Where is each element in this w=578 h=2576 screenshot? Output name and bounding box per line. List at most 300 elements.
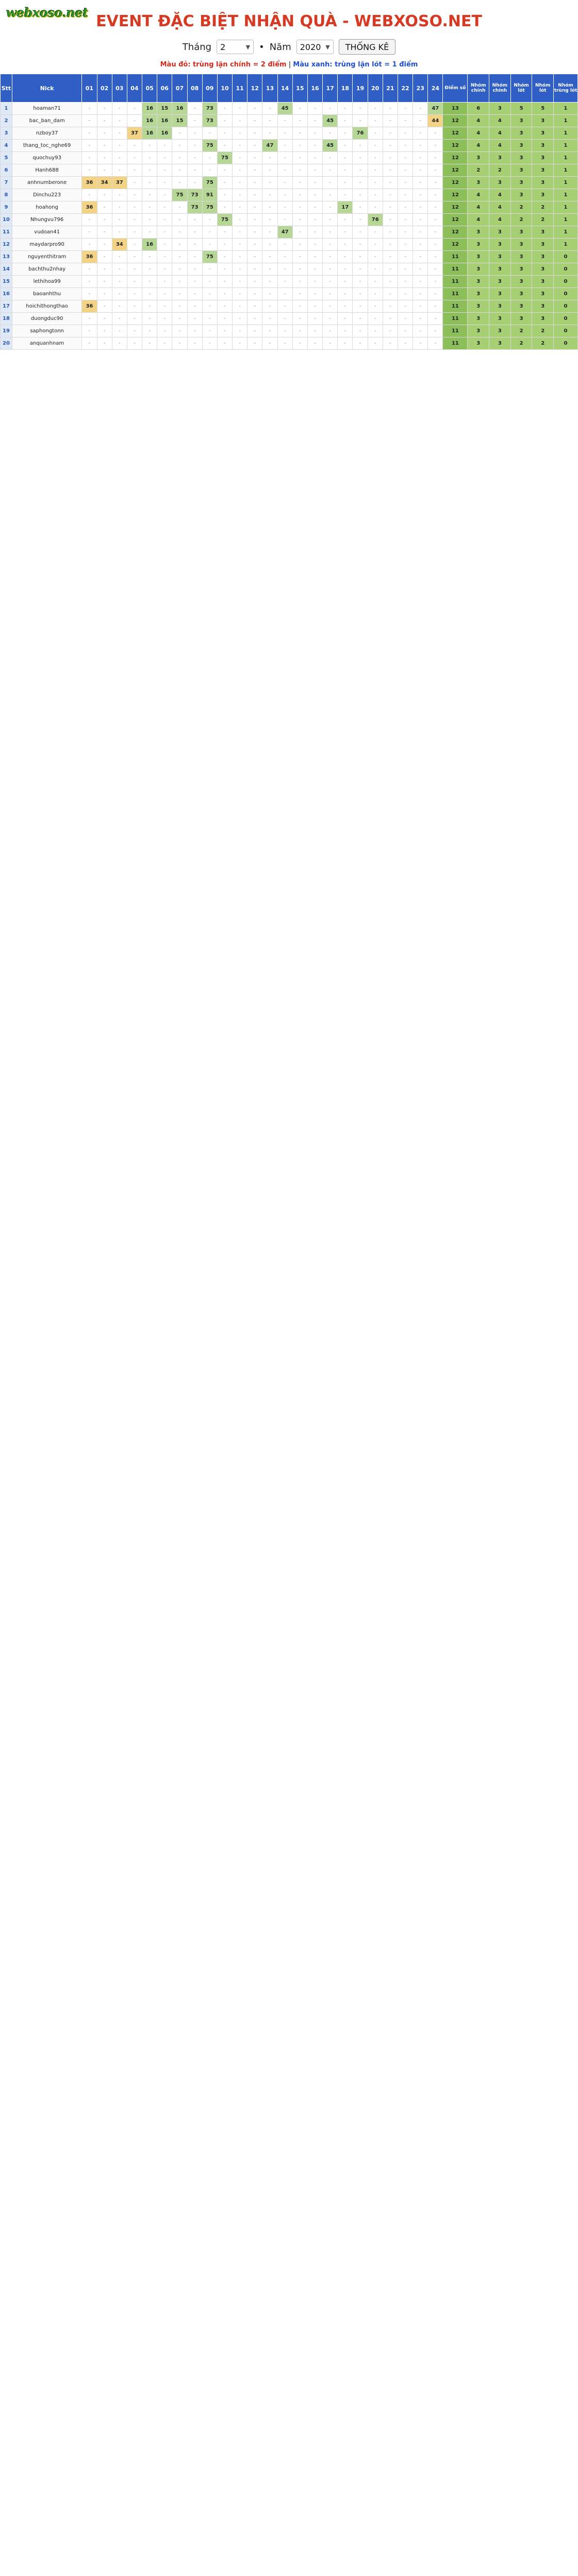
day-cell: -: [398, 300, 412, 313]
day-cell: -: [277, 115, 292, 127]
day-cell: -: [323, 288, 338, 300]
day-cell: -: [353, 214, 368, 226]
day-cell: -: [233, 164, 247, 177]
col-day-17[interactable]: 17: [323, 74, 338, 103]
day-cell: -: [97, 276, 112, 288]
legend-red: Màu đỏ: trùng lặn chính = 2 điểm: [160, 61, 287, 69]
table-row[interactable]: [1, 189, 578, 201]
day-cell: -: [413, 300, 428, 313]
day-cell: 76: [353, 127, 368, 140]
day-cell: -: [338, 300, 353, 313]
day-cell: 73: [202, 115, 217, 127]
score-cell: 11: [443, 288, 468, 300]
day-cell: -: [383, 288, 398, 300]
day-cell: -: [187, 239, 202, 251]
row-stt: 9: [1, 201, 12, 214]
table-row[interactable]: [1, 140, 578, 152]
day-cell: -: [112, 127, 127, 140]
table-row[interactable]: [1, 177, 578, 189]
row-nick[interactable]: nzboy37: [12, 127, 81, 140]
day-cell: -: [428, 300, 443, 313]
day-cell: -: [353, 313, 368, 325]
page: [0, 0, 578, 350]
table-row[interactable]: [1, 251, 578, 263]
scoring-legend: [0, 61, 578, 69]
day-cell: -: [82, 140, 97, 152]
day-cell: -: [368, 325, 383, 337]
col-day-11[interactable]: 11: [233, 74, 247, 103]
day-cell: -: [217, 288, 232, 300]
day-cell: -: [217, 226, 232, 239]
stats-table: [0, 74, 578, 350]
day-cell: -: [277, 251, 292, 263]
day-cell: -: [247, 214, 262, 226]
group-count-cell: 4: [489, 140, 511, 152]
col-day-20[interactable]: 20: [368, 74, 383, 103]
day-cell: -: [217, 300, 232, 313]
day-cell: -: [368, 127, 383, 140]
col-day-08[interactable]: 08: [187, 74, 202, 103]
day-cell: -: [338, 313, 353, 325]
row-stt: 18: [1, 313, 12, 325]
group-count-cell: 3: [489, 177, 511, 189]
day-cell: -: [292, 127, 307, 140]
day-cell: -: [97, 300, 112, 313]
day-cell: -: [82, 313, 97, 325]
day-cell: -: [307, 214, 322, 226]
score-cell: 11: [443, 276, 468, 288]
day-cell: -: [112, 325, 127, 337]
year-select[interactable]: [296, 40, 334, 54]
col-day-15[interactable]: 15: [292, 74, 307, 103]
year-value: 2020: [300, 42, 321, 52]
col-day-22[interactable]: 22: [398, 74, 412, 103]
col-day-18[interactable]: 18: [338, 74, 353, 103]
col-day-07[interactable]: 07: [172, 74, 187, 103]
day-cell: -: [428, 152, 443, 164]
day-cell: -: [112, 313, 127, 325]
day-cell: -: [247, 189, 262, 201]
table-row[interactable]: [1, 239, 578, 251]
day-cell: -: [338, 251, 353, 263]
day-cell: -: [157, 251, 172, 263]
day-cell: -: [398, 226, 412, 239]
table-row[interactable]: [1, 288, 578, 300]
group-count-cell: 3: [489, 300, 511, 313]
day-cell: -: [127, 189, 142, 201]
day-cell: -: [233, 288, 247, 300]
day-cell: -: [428, 276, 443, 288]
day-cell: -: [398, 337, 412, 350]
day-cell: -: [247, 115, 262, 127]
day-cell: -: [353, 189, 368, 201]
day-cell: -: [428, 325, 443, 337]
day-cell: -: [127, 325, 142, 337]
row-nick[interactable]: vudoan41: [12, 226, 81, 239]
day-cell: -: [233, 214, 247, 226]
day-cell: -: [157, 214, 172, 226]
header: [0, 0, 578, 33]
day-cell: -: [233, 276, 247, 288]
day-cell: -: [368, 115, 383, 127]
day-cell: -: [157, 337, 172, 350]
col-day-10[interactable]: 10: [217, 74, 232, 103]
day-cell: -: [428, 189, 443, 201]
day-cell: -: [383, 140, 398, 152]
day-cell: -: [428, 226, 443, 239]
score-cell: 11: [443, 325, 468, 337]
day-cell: -: [292, 337, 307, 350]
day-cell: -: [323, 201, 338, 214]
day-cell: -: [217, 164, 232, 177]
day-cell: -: [323, 164, 338, 177]
day-cell: -: [292, 288, 307, 300]
day-cell: -: [262, 164, 277, 177]
group-count-cell: 1: [554, 115, 578, 127]
group-count-cell: 3: [532, 152, 554, 164]
day-cell: -: [217, 251, 232, 263]
day-cell: -: [97, 239, 112, 251]
day-cell: -: [413, 115, 428, 127]
day-cell: -: [187, 164, 202, 177]
group-count-cell: 3: [489, 288, 511, 300]
row-nick[interactable]: saphongtonn: [12, 325, 81, 337]
score-cell: 11: [443, 251, 468, 263]
day-cell: 36: [82, 177, 97, 189]
day-cell: 73: [187, 201, 202, 214]
day-cell: -: [217, 189, 232, 201]
day-cell: -: [112, 214, 127, 226]
col-day-02[interactable]: 02: [97, 74, 112, 103]
day-cell: -: [142, 164, 157, 177]
group-count-cell: 4: [468, 201, 489, 214]
table-row[interactable]: [1, 164, 578, 177]
day-cell: -: [172, 325, 187, 337]
row-nick[interactable]: anquanhnam: [12, 337, 81, 350]
col-stt[interactable]: Stt: [1, 74, 12, 103]
col-summary-2[interactable]: Nhóm chính: [468, 74, 489, 103]
group-count-cell: 2: [468, 164, 489, 177]
day-cell: -: [323, 214, 338, 226]
group-count-cell: 3: [510, 189, 532, 201]
day-cell: -: [262, 214, 277, 226]
group-count-cell: 3: [510, 177, 532, 189]
col-day-23[interactable]: 23: [413, 74, 428, 103]
day-cell: 15: [157, 103, 172, 115]
day-cell: -: [112, 263, 127, 276]
day-cell: -: [247, 300, 262, 313]
day-cell: -: [292, 164, 307, 177]
group-count-cell: 3: [468, 152, 489, 164]
col-day-19[interactable]: 19: [353, 74, 368, 103]
day-cell: -: [247, 263, 262, 276]
group-count-cell: 1: [554, 152, 578, 164]
day-cell: -: [368, 263, 383, 276]
day-cell: 34: [112, 239, 127, 251]
group-count-cell: 4: [468, 140, 489, 152]
day-cell: -: [277, 313, 292, 325]
day-cell: -: [277, 276, 292, 288]
table-row[interactable]: [1, 325, 578, 337]
score-cell: 11: [443, 313, 468, 325]
day-cell: -: [383, 127, 398, 140]
day-cell: -: [398, 140, 412, 152]
group-count-cell: 3: [510, 300, 532, 313]
day-cell: -: [292, 226, 307, 239]
day-cell: -: [157, 288, 172, 300]
day-cell: -: [413, 214, 428, 226]
day-cell: -: [368, 337, 383, 350]
day-cell: -: [262, 276, 277, 288]
group-count-cell: 1: [554, 189, 578, 201]
col-day-21[interactable]: 21: [383, 74, 398, 103]
day-cell: -: [142, 214, 157, 226]
day-cell: -: [202, 300, 217, 313]
group-count-cell: 4: [468, 115, 489, 127]
group-count-cell: 2: [532, 325, 554, 337]
row-nick[interactable]: Dinchu223: [12, 189, 81, 201]
col-day-13[interactable]: 13: [262, 74, 277, 103]
day-cell: -: [383, 189, 398, 201]
table-row[interactable]: [1, 214, 578, 226]
day-cell: -: [172, 276, 187, 288]
day-cell: -: [428, 288, 443, 300]
row-nick[interactable]: baoanhthu: [12, 288, 81, 300]
day-cell: -: [97, 325, 112, 337]
day-cell: -: [233, 313, 247, 325]
table-row[interactable]: [1, 201, 578, 214]
group-count-cell: 0: [554, 288, 578, 300]
day-cell: -: [202, 313, 217, 325]
day-cell: -: [233, 177, 247, 189]
score-cell: 12: [443, 127, 468, 140]
group-count-cell: 3: [532, 127, 554, 140]
group-count-cell: 0: [554, 276, 578, 288]
row-nick[interactable]: duongduc90: [12, 313, 81, 325]
day-cell: -: [127, 239, 142, 251]
day-cell: -: [187, 300, 202, 313]
group-count-cell: 3: [489, 152, 511, 164]
day-cell: -: [307, 226, 322, 239]
day-cell: -: [262, 189, 277, 201]
day-cell: -: [307, 115, 322, 127]
day-cell: -: [413, 251, 428, 263]
day-cell: -: [338, 127, 353, 140]
day-cell: -: [157, 140, 172, 152]
col-summary-4[interactable]: Nhóm lót: [510, 74, 532, 103]
col-day-16[interactable]: 16: [307, 74, 322, 103]
day-cell: -: [277, 164, 292, 177]
day-cell: -: [82, 226, 97, 239]
month-select[interactable]: [217, 40, 254, 54]
row-nick[interactable]: hoahong: [12, 201, 81, 214]
day-cell: -: [292, 177, 307, 189]
group-count-cell: 4: [468, 127, 489, 140]
day-cell: -: [187, 115, 202, 127]
day-cell: -: [82, 103, 97, 115]
row-nick[interactable]: thang_toc_nghe69: [12, 140, 81, 152]
row-stt: 3: [1, 127, 12, 140]
row-nick[interactable]: bachthu2nhay: [12, 263, 81, 276]
day-cell: -: [82, 214, 97, 226]
day-cell: -: [202, 276, 217, 288]
col-day-01[interactable]: 01: [82, 74, 97, 103]
day-cell: 16: [142, 115, 157, 127]
score-cell: 12: [443, 214, 468, 226]
day-cell: -: [383, 325, 398, 337]
col-day-24[interactable]: 24: [428, 74, 443, 103]
day-cell: -: [112, 164, 127, 177]
col-day-06[interactable]: 06: [157, 74, 172, 103]
day-cell: -: [142, 189, 157, 201]
day-cell: -: [112, 201, 127, 214]
day-cell: -: [398, 325, 412, 337]
row-nick[interactable]: hoichithongthao: [12, 300, 81, 313]
table-row[interactable]: [1, 115, 578, 127]
day-cell: -: [142, 325, 157, 337]
col-summary-6[interactable]: Nhóm trùng lót: [554, 74, 578, 103]
row-nick[interactable]: maydarpro90: [12, 239, 81, 251]
day-cell: -: [428, 177, 443, 189]
group-count-cell: 3: [532, 300, 554, 313]
table-row[interactable]: [1, 337, 578, 350]
day-cell: -: [142, 313, 157, 325]
col-nick[interactable]: Nick: [12, 74, 81, 103]
day-cell: -: [368, 276, 383, 288]
col-day-09[interactable]: 09: [202, 74, 217, 103]
day-cell: -: [202, 263, 217, 276]
day-cell: -: [202, 239, 217, 251]
day-cell: -: [233, 152, 247, 164]
day-cell: -: [262, 152, 277, 164]
score-cell: 13: [443, 103, 468, 115]
row-nick[interactable]: hoaman71: [12, 103, 81, 115]
day-cell: -: [413, 140, 428, 152]
day-cell: -: [398, 239, 412, 251]
col-day-05[interactable]: 05: [142, 74, 157, 103]
day-cell: -: [142, 276, 157, 288]
col-day-12[interactable]: 12: [247, 74, 262, 103]
table-row[interactable]: [1, 313, 578, 325]
day-cell: -: [97, 263, 112, 276]
table-row[interactable]: [1, 226, 578, 239]
day-cell: -: [97, 251, 112, 263]
day-cell: -: [187, 263, 202, 276]
day-cell: -: [353, 177, 368, 189]
day-cell: -: [202, 337, 217, 350]
group-count-cell: 3: [510, 127, 532, 140]
col-summary-5[interactable]: Nhóm lót: [532, 74, 554, 103]
day-cell: -: [127, 164, 142, 177]
day-cell: -: [262, 263, 277, 276]
day-cell: -: [82, 189, 97, 201]
row-nick[interactable]: lethihoa99: [12, 276, 81, 288]
day-cell: -: [187, 177, 202, 189]
row-nick[interactable]: Hanh688: [12, 164, 81, 177]
day-cell: -: [323, 226, 338, 239]
day-cell: -: [323, 239, 338, 251]
row-nick[interactable]: Nhungvu796: [12, 214, 81, 226]
stat-button[interactable]: THỐNG KÊ: [339, 39, 395, 55]
day-cell: -: [82, 239, 97, 251]
day-cell: -: [428, 140, 443, 152]
day-cell: -: [307, 152, 322, 164]
day-cell: -: [172, 164, 187, 177]
day-cell: -: [97, 201, 112, 214]
day-cell: -: [413, 103, 428, 115]
day-cell: -: [82, 115, 97, 127]
day-cell: -: [413, 127, 428, 140]
day-cell: -: [187, 152, 202, 164]
group-count-cell: 3: [468, 251, 489, 263]
day-cell: -: [277, 239, 292, 251]
row-stt: 20: [1, 337, 12, 350]
day-cell: -: [292, 189, 307, 201]
row-stt: 7: [1, 177, 12, 189]
table-row[interactable]: [1, 127, 578, 140]
table-row[interactable]: [1, 300, 578, 313]
group-count-cell: 4: [468, 189, 489, 201]
day-cell: -: [307, 276, 322, 288]
day-cell: -: [338, 288, 353, 300]
day-cell: -: [82, 288, 97, 300]
day-cell: -: [338, 239, 353, 251]
day-cell: -: [127, 103, 142, 115]
table-row[interactable]: [1, 276, 578, 288]
table-row[interactable]: [1, 152, 578, 164]
day-cell: 75: [217, 152, 232, 164]
day-cell: -: [368, 226, 383, 239]
row-nick[interactable]: quochuy93: [12, 152, 81, 164]
day-cell: -: [353, 288, 368, 300]
group-count-cell: 2: [510, 325, 532, 337]
col-day-03[interactable]: 03: [112, 74, 127, 103]
day-cell: -: [262, 300, 277, 313]
day-cell: -: [233, 325, 247, 337]
row-stt: 15: [1, 276, 12, 288]
col-day-14[interactable]: 14: [277, 74, 292, 103]
day-cell: -: [142, 263, 157, 276]
day-cell: -: [292, 103, 307, 115]
row-stt: 5: [1, 152, 12, 164]
day-cell: -: [368, 300, 383, 313]
row-nick[interactable]: anhnumberone: [12, 177, 81, 189]
day-cell: -: [413, 288, 428, 300]
day-cell: -: [368, 201, 383, 214]
day-cell: -: [338, 263, 353, 276]
col-summary-1[interactable]: Điểm số: [443, 74, 468, 103]
day-cell: -: [142, 177, 157, 189]
day-cell: -: [383, 214, 398, 226]
day-cell: -: [307, 300, 322, 313]
day-cell: -: [262, 201, 277, 214]
day-cell: -: [307, 103, 322, 115]
group-count-cell: 3: [510, 152, 532, 164]
group-count-cell: 3: [532, 189, 554, 201]
site-logo[interactable]: webxoso.net: [6, 5, 88, 20]
group-count-cell: 3: [468, 263, 489, 276]
group-count-cell: 3: [510, 313, 532, 325]
table-row[interactable]: [1, 263, 578, 276]
row-nick[interactable]: bac_ban_dam: [12, 115, 81, 127]
col-summary-3[interactable]: Nhóm chính: [489, 74, 511, 103]
table-row[interactable]: [1, 103, 578, 115]
day-cell: -: [353, 103, 368, 115]
row-nick[interactable]: nguyenthitram: [12, 251, 81, 263]
group-count-cell: 3: [532, 239, 554, 251]
col-day-04[interactable]: 04: [127, 74, 142, 103]
score-cell: 12: [443, 115, 468, 127]
